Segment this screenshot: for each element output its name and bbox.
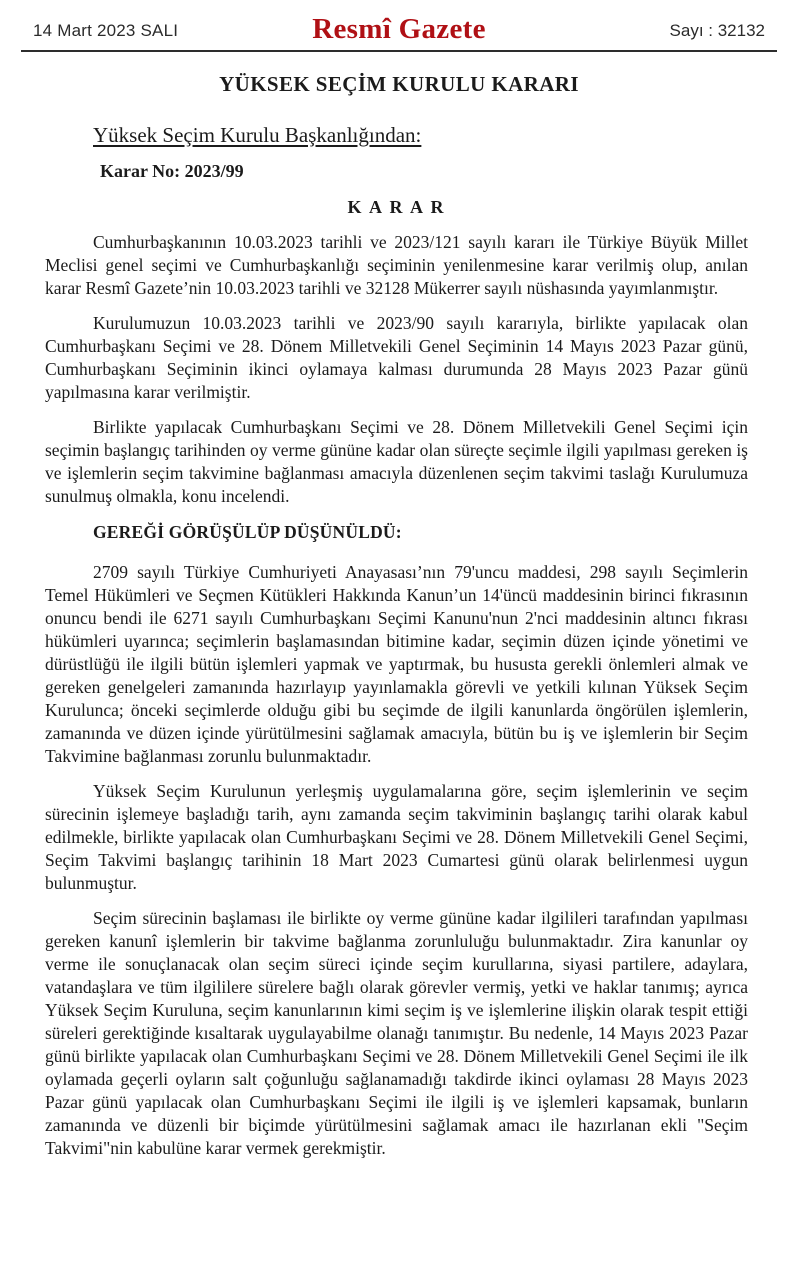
paragraph-intro-2: Kurulumuzun 10.03.2023 tarihli ve 2023/90 sayılı kararıyla, birlikte yapılacak olan Cumhurbaşkanı Seçimi ve 28. Dönem Milletvekili Genel Seçiminin 14 Mayıs 2023 Pazar günü, Cumhurbaşkanı Seçiminin ikinci oylamaya kalması durumunda 28 Mayıs 2023 Pazar günü yapılmasına karar verilmiştir. — [45, 313, 748, 402]
paragraph-intro-3: Birlikte yapılacak Cumhurbaşkanı Seçimi ve 28. Dönem Milletvekili Genel Seçimi için seçimin başlangıç tarihinden oy verme gününe kadar olan süreçte seçimle ilgili yapılması gereken iş ve işlemlerin seçim takvimine bağlanması amacıyla düzenlenen seçim takvimi taslağı Kurulumuza sunulmuş olmakla, konu incelendi. — [45, 417, 748, 506]
header-date: 14 Mart 2023 SALI — [33, 21, 179, 40]
document-body — [0, 123, 798, 1160]
issue-number: Sayı : 32132 — [669, 21, 765, 40]
header-divider — [21, 50, 777, 52]
masthead — [0, 0, 798, 50]
section-heading: GEREĞİ GÖRÜŞÜLÜP DÜŞÜNÜLDÜ: — [93, 522, 402, 542]
document-title: YÜKSEK SEÇİM KURULU KARARI — [219, 72, 579, 96]
decision-number: Karar No: 2023/99 — [100, 161, 244, 181]
masthead-title: Resmî Gazete — [312, 13, 486, 45]
paragraph-body-2: Yüksek Seçim Kurulunun yerleşmiş uygulamalarına göre, seçim işlemlerinin ve seçim sürecinin işlemeye başladığı tarih, aynı zamanda seçim takviminin başlangıç tarihi olarak kabul edilmekle, birlikte yapılacak olan Cumhurbaşkanı Seçimi ve 28. Dönem Milletvekili Genel Seçimi, Seçim Takvimi başlangıç tarihinin 18 Mart 2023 Cumartesi günü olarak belirlenmesi uygun bulunmuştur. — [45, 781, 748, 893]
decision-heading: K A R A R — [347, 197, 446, 217]
paragraph-body-1: 2709 sayılı Türkiye Cumhuriyeti Anayasası’nın 79'uncu maddesi, 298 sayılı Seçimlerin Temel Hükümleri ve Seçmen Kütükleri Hakkında Kanun’un 14'üncü maddesinin birinci fıkrasının onuncu bendi ile 6271 sayılı Cumhurbaşkanı Seçimi Kanunu'nun 2'nci maddesinin altıncı fıkrası hükümleri uyarınca; seçimlerin başlamasından bitimine kadar, seçimin düzen içinde yönetimi ve dürüstlüğü ile ilgili bütün işlemleri yapmak ve yaptırmak, bu hususta gerekli önlemleri almak ve gereken genelgeleri zamanında hazırlayıp yayınlamakla görevli ve yetkili kılınan Yüksek Seçim Kurulunca; önceki seçimlerde olduğu gibi bu seçimde de ilgili kanunlarda öngörülen işlemlerin, zamanında ve düzen içinde yürütülmesini sağlamak amacıyla, bütün bu iş ve işlemlerin bir Seçim Takvimine bağlanması zorunlu bulunmaktadır. — [45, 562, 748, 766]
paragraph-intro-1: Cumhurbaşkanının 10.03.2023 tarihli ve 2023/121 sayılı kararı ile Türkiye Büyük Millet Meclisi genel seçimi ve Cumhurbaşkanlığı seçiminin yenilenmesine karar verilmiş olup, anılan karar Resmî Gazete’nin 10.03.2023 tarihli ve 32128 Mükerrer sayılı nüshasında yayımlanmıştır. — [45, 232, 748, 298]
paragraph-body-3: Seçim sürecinin başlaması ile birlikte oy verme gününe kadar ilgilileri tarafından yapılması gereken kanunî işlemlerin bir takvime bağlanma zorunluluğu bulunmaktadır. Zira kanunlar oy verme ile sonuçlanacak olan seçim süreci içinde seçim kurullarına, siyasi partilere, adaylara, vatandaşlara ve tüm ilgililere sürelere bağlı olarak görevler vermiş, yetki ve haklar tanımış; ayrıca Yüksek Seçim Kuruluna, seçim kanunlarının kimi seçim iş ve işlemlerine ilişkin olarak tespit ettiği süreleri gerektiğinde kısaltarak uygulayabilme olanağı tanımıştır. Bu nedenle, 14 Mayıs 2023 Pazar günü birlikte yapılacak olan Cumhurbaşkanı Seçimi ve 28. Dönem Milletvekili Genel Seçimi ile ilk oylamada geçerli oyların salt çoğunluğu sağlanamadığı takdirde ikinci oylaması 28 Mayıs 2023 Pazar günü yapılacak olan Cumhurbaşkanı Seçimi ile ilgili iş ve işlemleri kapsamak, bunların zamanında ve düzenli bir biçimde yürütülmesini sağlamak amacı ile hazırlanan ekli "Seçim Takvimi"nin kabulüne karar vermek gerekmiştir. — [45, 908, 748, 1158]
authority-heading: Yüksek Seçim Kurulu Başkanlığından: — [93, 123, 422, 147]
